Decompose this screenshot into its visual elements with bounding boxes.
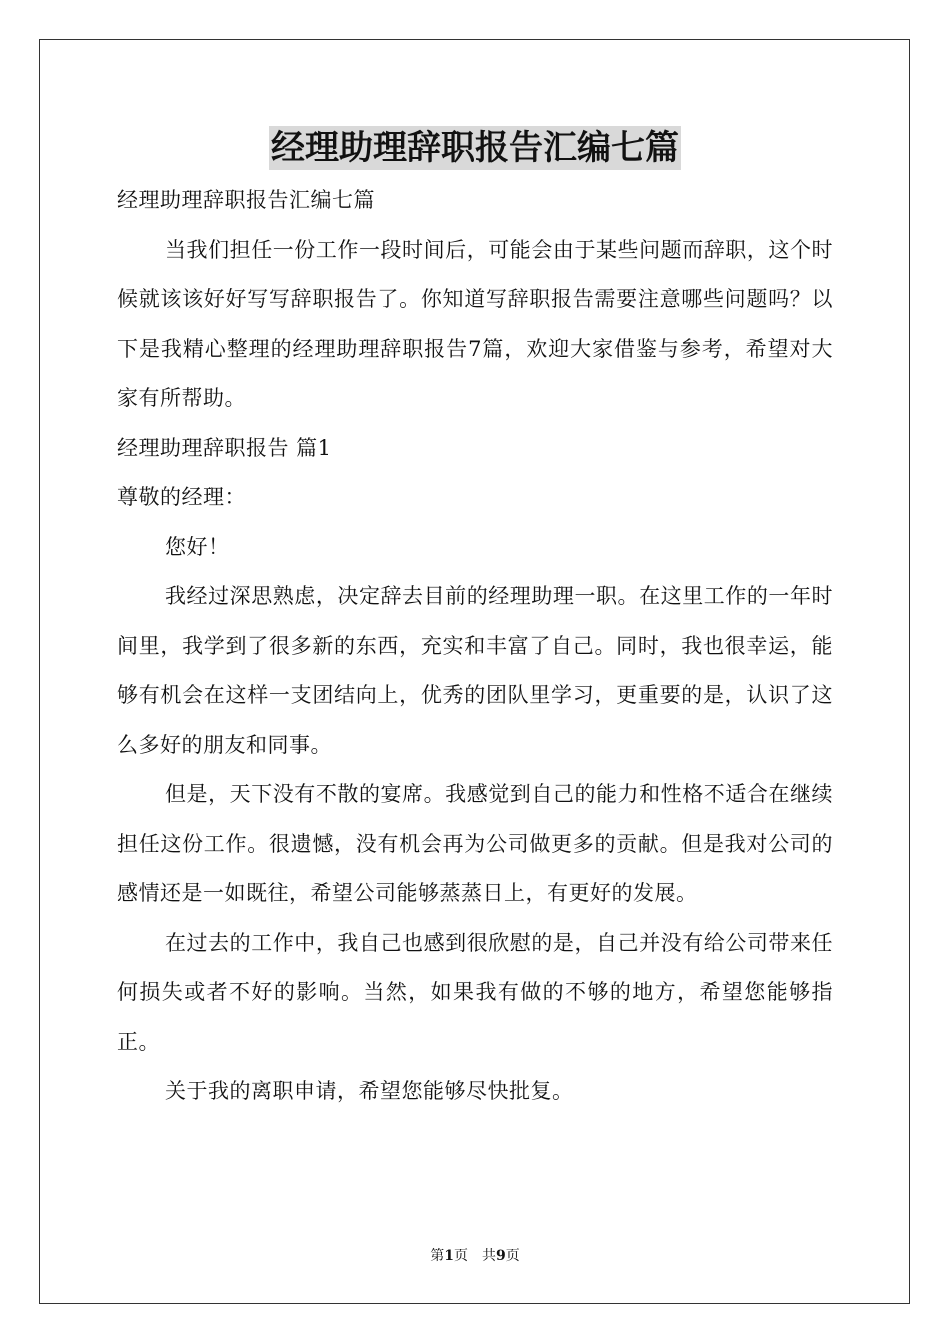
page-suffix: 页 [454,1248,468,1264]
body-paragraph: 但是，天下没有不散的宴席。我感觉到自己的能力和性格不适合在继续担任这份工作。很遗憾，没有机会再为公司做更多的贡献。但是我对公司的感情还是一如既往，希望公司能够蒸蒸日上，有更好的发展。 [117,782,833,905]
section-heading: 经理助理辞职报告 篇1 [117,435,332,460]
page-footer [0,1246,950,1266]
document-title: 经理助理辞职报告汇编七篇 [271,128,679,168]
total-prefix: 共 [482,1248,496,1264]
page-prefix: 第 [430,1248,445,1264]
total-suffix: 页 [505,1248,520,1264]
title-wrap [0,126,950,170]
intro-paragraph: 当我们担任一份工作一段时间后，可能会由于某些问题而辞职，这个时候就该该好好写写辞职报告了。你知道写辞职报告需要注意哪些问题吗？以下是我精心整理的经理助理辞职报告7篇，欢迎大家借鉴与参考，希望对大家有所帮助。 [117,237,833,410]
document-subtitle: 经理助理辞职报告汇编七篇 [117,188,375,212]
page-number: 1 [444,1248,454,1264]
body-paragraph: 在过去的工作中，我自己也感到很欣慰的是，自己并没有给公司带来任何损失或者不好的影响。当然，如果我有做的不够的地方，希望您能够指正。 [117,930,833,1054]
salutation: 尊敬的经理： [117,485,246,509]
greeting: 您好！ [165,534,230,559]
document-body [117,176,833,1117]
body-paragraph: 关于我的离职申请，希望您能够尽快批复。 [165,1079,574,1103]
total-pages: 9 [496,1248,506,1264]
body-paragraph: 我经过深思熟虑，决定辞去目前的经理助理一职。在这里工作的一年时间里，我学到了很多新的东西，充实和丰富了自己。同时，我也很幸运，能够有机会在这样一支团结向上，优秀的团队里学习，更重要的是，认识了这么多好的朋友和同事。 [117,584,833,757]
